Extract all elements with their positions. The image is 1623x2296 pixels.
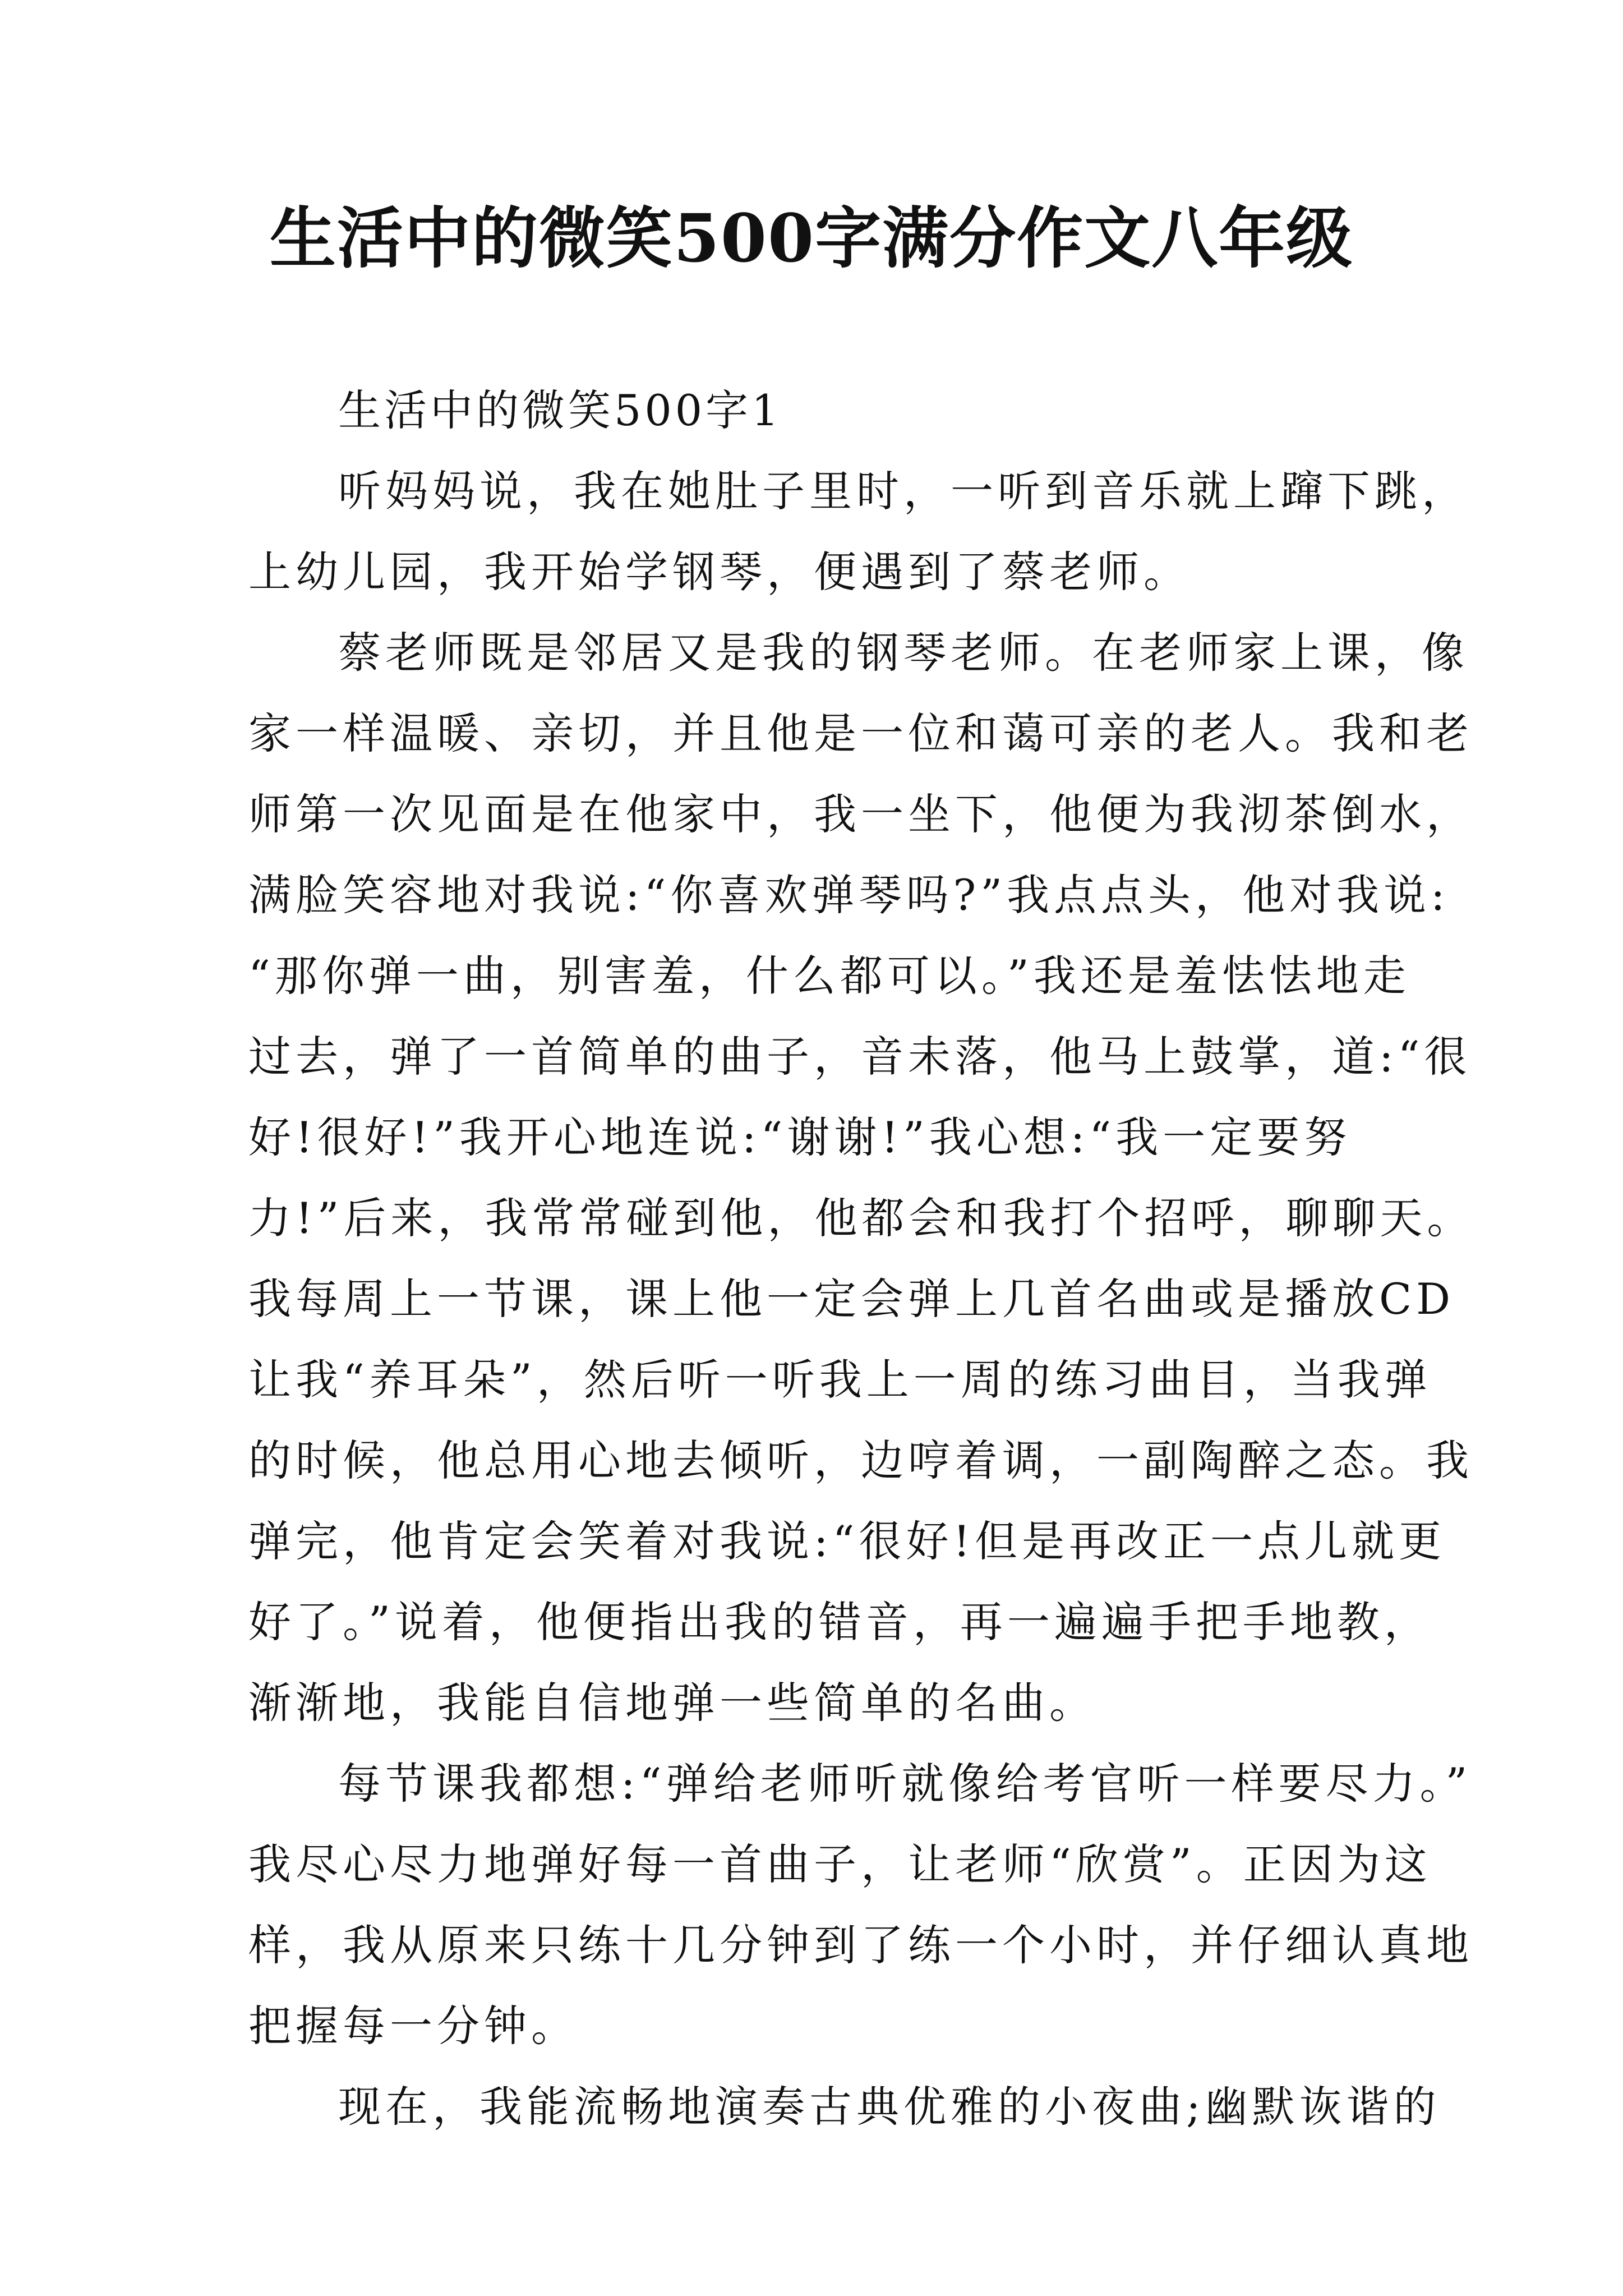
text-line: “那你弹一曲，别害羞，什么都可以。”我还是羞怯怯地走 [248, 951, 1410, 1001]
text-line: 现在，我能流畅地演奏古典优雅的小夜曲;幽默诙谐的 [338, 2082, 1441, 2132]
text-line: 弹完，他肯定会笑着对我说:“很好!但是再改正一点儿就更 [248, 1516, 1446, 1566]
paragraph-lines [248, 451, 1474, 2147]
section-heading: 生活中的微笑500字1 [338, 385, 782, 435]
document-title: 生活中的微笑500字满分作文八年级 [269, 199, 1354, 277]
text-line: 把握每一分钟。 [248, 2001, 578, 2051]
text-line: 我每周上一节课，课上他一定会弹上几首名曲或是播放CD [248, 1274, 1455, 1324]
text-line: 每节课我都想:“弹给老师听就像给考官听一样要尽力。” [338, 1759, 1472, 1809]
text-line: 听妈妈说，我在她肚子里时，一听到音乐就上蹿下跳， [338, 466, 1469, 516]
text-line: 好!很好!”我开心地连说:“谢谢!”我心想:“我一定要努 [248, 1112, 1352, 1162]
text-line: 好了。”说着，他便指出我的错音，再一遍遍手把手地教， [248, 1597, 1431, 1647]
text-line: 样，我从原来只练十几分钟到了练一个小时，并仔细认真地 [248, 1920, 1473, 1970]
text-line: 家一样温暖、亲切，并且他是一位和蔼可亲的老人。我和老 [248, 708, 1473, 758]
text-line: 蔡老师既是邻居又是我的钢琴老师。在老师家上课，像 [338, 628, 1469, 678]
text-line: 渐渐地，我能自信地弹一些简单的名曲。 [248, 1678, 1096, 1728]
text-line: 力!”后来，我常常碰到他，他都会和我打个招呼，聊聊天。 [248, 1193, 1474, 1243]
text-line: 师第一次见面是在他家中，我一坐下，他便为我沏茶倒水， [248, 789, 1473, 839]
text-line: 的时候，他总用心地去倾听，边哼着调，一副陶醉之态。我 [248, 1435, 1473, 1485]
document-body [248, 370, 1474, 2147]
text-line: 我尽心尽力地弹好每一首曲子，让老师“欣赏”。正因为这 [248, 1839, 1432, 1889]
text-line: 过去，弹了一首简单的曲子，音未落，他马上鼓掌，道:“很 [248, 1032, 1472, 1082]
text-line: 让我“养耳朵”，然后听一听我上一周的练习曲目，当我弹 [248, 1355, 1432, 1405]
text-line: 上幼儿园，我开始学钢琴，便遇到了蔡老师。 [248, 547, 1191, 597]
text-line: 满脸笑容地对我说:“你喜欢弹琴吗?”我点点头，他对我说: [248, 870, 1450, 920]
